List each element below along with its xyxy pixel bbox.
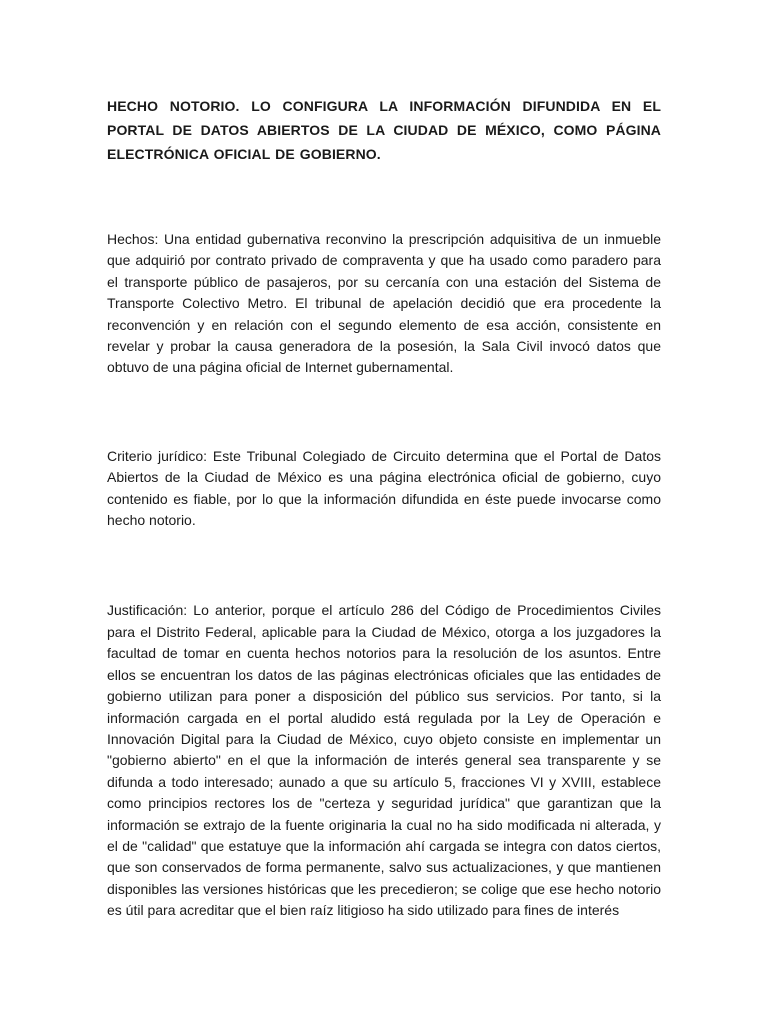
paragraph-criterio-juridico: Criterio jurídico: Este Tribunal Colegiado de Circuito determina que el Portal de Datos Abiertos de la Ciudad de México es una página electrónica oficial de gobierno, cuyo contenido es fiable, por lo que la información difundida en éste puede invocarse como hecho notorio.: [107, 447, 661, 529]
document-page: [107, 94, 661, 922]
paragraph-justificacion: Justificación: Lo anterior, porque el artículo 286 del Código de Procedimientos Civiles para el Distrito Federal, aplicable para la Ciudad de México, otorga a los juzgadores la facultad de tomar en cuenta hechos notorios para la resolución de los asuntos. Entre ellos se encuentran los datos de las páginas electrónicas oficiales que las entidades de gobierno utilizan para poner a disposición del público sus servicios. Por tanto, si la información cargada en el portal aludido está regulada por la Ley de Operación e Innovación Digital para la Ciudad de México, cuyo objeto consiste en implementar un "gobierno abierto" en el que la información de interés general sea transparente y se difunda a todo interesado; aunado a que su artículo 5, fracciones VI y XVIII, establece como principios rectores los de "certeza y seguridad jurídica" que garantizan que la información se extrajo de la fuente originaria la cual no ha sido modificada ni alterada, y el de "calidad" que estatuye que la información ahí cargada se integra con datos ciertos, que son conservados de forma permanente, salvo sus actualizaciones, y que mantienen disponibles las versiones históricas que les precedieron; se colige que ese hecho notorio es útil para acreditar que el bien raíz litigioso ha sido utilizado para fines de interés: [107, 602, 661, 919]
paragraph-hechos: Hechos: Una entidad gubernativa reconvino la prescripción adquisitiva de un inmueble que adquirió por contrato privado de compraventa y que ha usado como paradero para el transporte público de pasajeros, por su cercanía con una estación del Sistema de Transporte Colectivo Metro. El tribunal de apelación decidió que era procedente la reconvención y en relación con el segundo elemento de esa acción, consistente en revelar y probar la causa generadora de la posesión, la Sala Civil invocó datos que obtuvo de una página oficial de Internet gubernamental.: [107, 231, 661, 376]
document-title: HECHO NOTORIO. LO CONFIGURA LA INFORMACIÓN DIFUNDIDA EN EL PORTAL DE DATOS ABIERTOS DE LA CIUDAD DE MÉXICO, COMO PÁGINA ELECTRÓNICA OFICIAL DE GOBIERNO.: [107, 98, 661, 162]
